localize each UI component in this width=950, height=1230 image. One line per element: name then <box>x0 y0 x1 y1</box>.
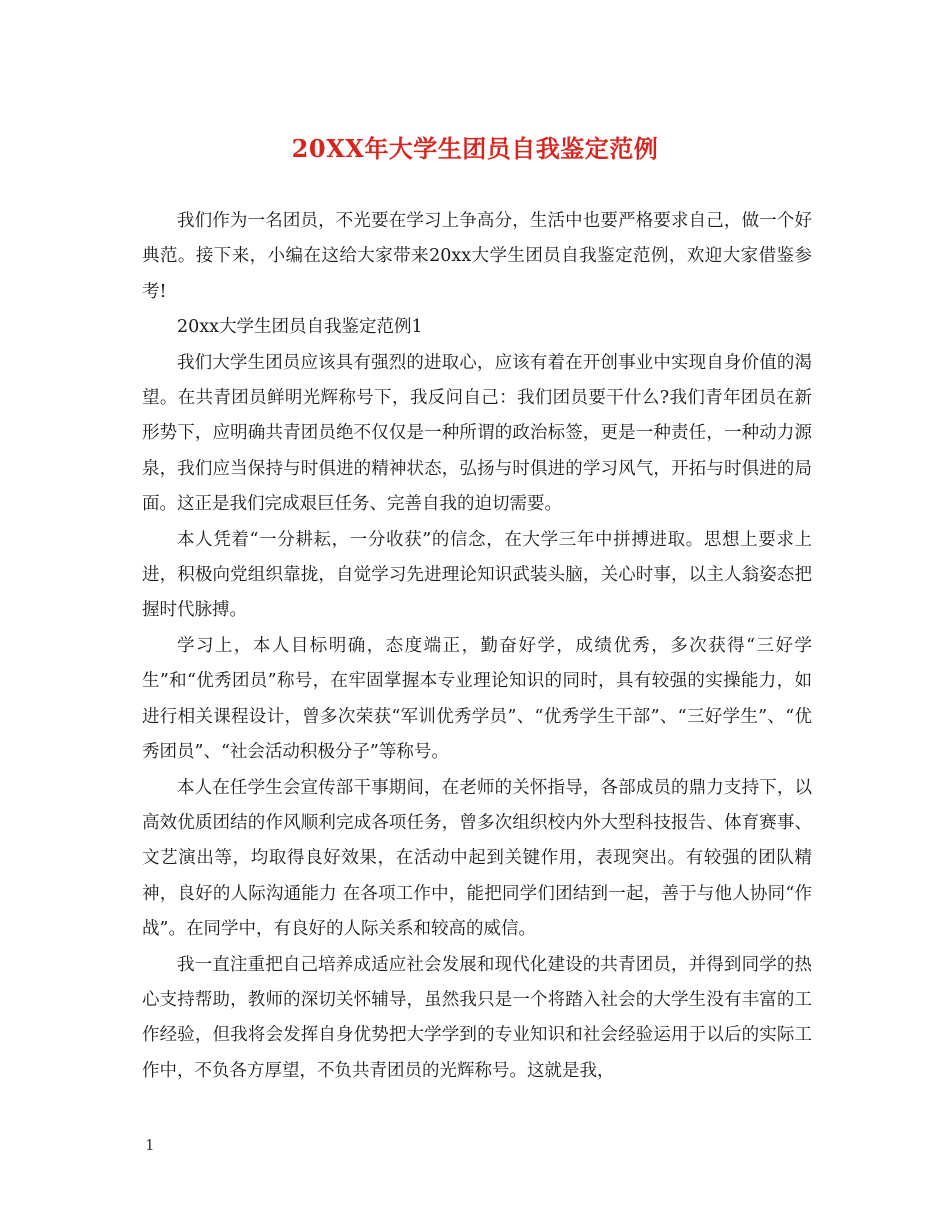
page-number: 1 <box>145 1136 155 1154</box>
paragraph: 本人凭着“一分耕耘，一分收获”的信念，在大学三年中拼搏进取。思想上要求上进，积极向党组织靠拢，自觉学习先进理论知识武装头脑，关心时事，以主人翁姿态把握时代脉搏。 <box>142 529 812 621</box>
section-heading: 20xx大学生团员自我鉴定范例1 <box>177 317 423 338</box>
paragraph: 我一直注重把自己培养成适应社会发展和现代化建设的共青团员，并得到同学的热心支持帮助，教师的深切关怀辅导，虽然我只是一个将踏入社会的大学生没有丰富的工作经验，但我将会发挥自身优势把大学学到的专业知识和社会经验运用于以后的实际工作中，不负各方厚望，不负共青团员的光辉称号。这就是我， <box>142 954 812 1081</box>
document-title: 20XX年大学生团员自我鉴定范例 <box>291 134 659 163</box>
paragraph: 我们大学生团员应该具有强烈的进取心，应该有着在开创事业中实现自身价值的渴望。在共青团员鲜明光辉称号下，我反问自己：我们团员要干什么?我们青年团员在新形势下，应明确共青团员绝不仅仅是一种所谓的政治标签，更是一种责任，一种动力源泉，我们应当保持与时俱进的精神状态，弘扬与时俱进的学习风气，开拓与时俱进的局面。这正是我们完成艰巨任务、完善自我的迫切需要。 <box>142 352 812 515</box>
paragraph: 学习上，本人目标明确，态度端正，勤奋好学，成绩优秀，多次获得“三好学生”和“优秀团员”称号，在牢固掌握本专业理论知识的同时，具有较强的实操能力，如进行相关课程设计，曾多次荣获“军训优秀学员”、“优秀学生干部”、“三好学生”、“优秀团员”、“社会活动积极分子”等称号。 <box>142 635 812 763</box>
paragraph: 本人在任学生会宣传部干事期间，在老师的关怀指导，各部成员的鼎力支持下，以高效优质团结的作风顺利完成各项任务，曾多次组织校内外大型科技报告、体育赛事、文艺演出等，均取得良好效果，在活动中起到关键作用，表现突出。有较强的团队精神，良好的人际沟通能力 在各项工作中，能把同学们团结到一起，善于与他人协同“作战”。在同学中，有良好的人际关系和较高的威信。 <box>142 777 812 940</box>
document-body <box>142 204 812 1089</box>
paragraph-intro: 我们作为一名团员，不光要在学习上争高分，生活中也要严格要求自己，做一个好典范。接下来，小编在这给大家带来20xx大学生团员自我鉴定范例，欢迎大家借鉴参考! <box>142 211 812 302</box>
